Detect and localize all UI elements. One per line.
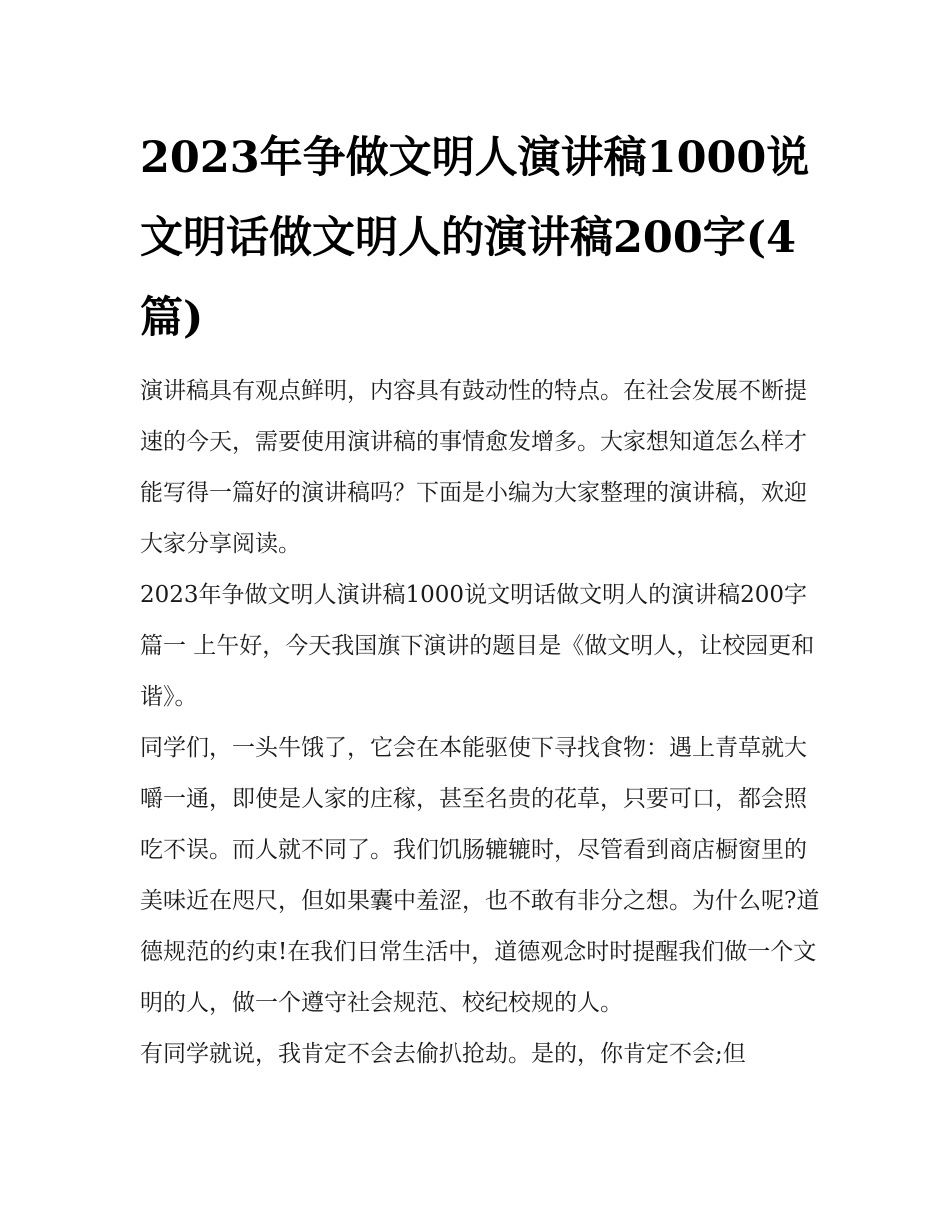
paragraph-body: 同学们，一头牛饿了，它会在本能驱使下寻找食物：遇上青草就大嚼一通，即使是人家的庄稼，甚至名贵的花草，只要可口，都会照吃不误。而人就不同了。我们饥肠辘辘时，尽管看到商店橱窗里的美味近在咫尺，但如果囊中羞涩，也不敢有非分之想。为什么呢?道德规范的约束!在我们日常生活中，道德观念时时提醒我们做一个文明的人，做一个遵守社会规范、校纪校规的人。 — [140, 735, 820, 1016]
paragraph-intro: 演讲稿具有观点鲜明，内容具有鼓动性的特点。在社会发展不断提速的今天，需要使用演讲稿的事情愈发增多。大家想知道怎么样才能写得一篇好的演讲稿吗？下面是小编为大家整理的演讲稿，欢迎大家分享阅读。 — [140, 378, 807, 557]
paragraph-continued: 有同学就说，我肯定不会去偷扒抢劫。是的，你肯定不会;但 — [140, 1041, 746, 1067]
document-title: 2023年争做文明人演讲稿1000说文明话做文明人的演讲稿200字(4篇) — [140, 133, 810, 343]
paragraph-article-heading: 2023年争做文明人演讲稿1000说文明话做文明人的演讲稿200字篇一 上午好，今天我国旗下演讲的题目是《做文明人，让校园更和谐》。 — [140, 582, 815, 710]
document-page — [140, 118, 820, 1080]
